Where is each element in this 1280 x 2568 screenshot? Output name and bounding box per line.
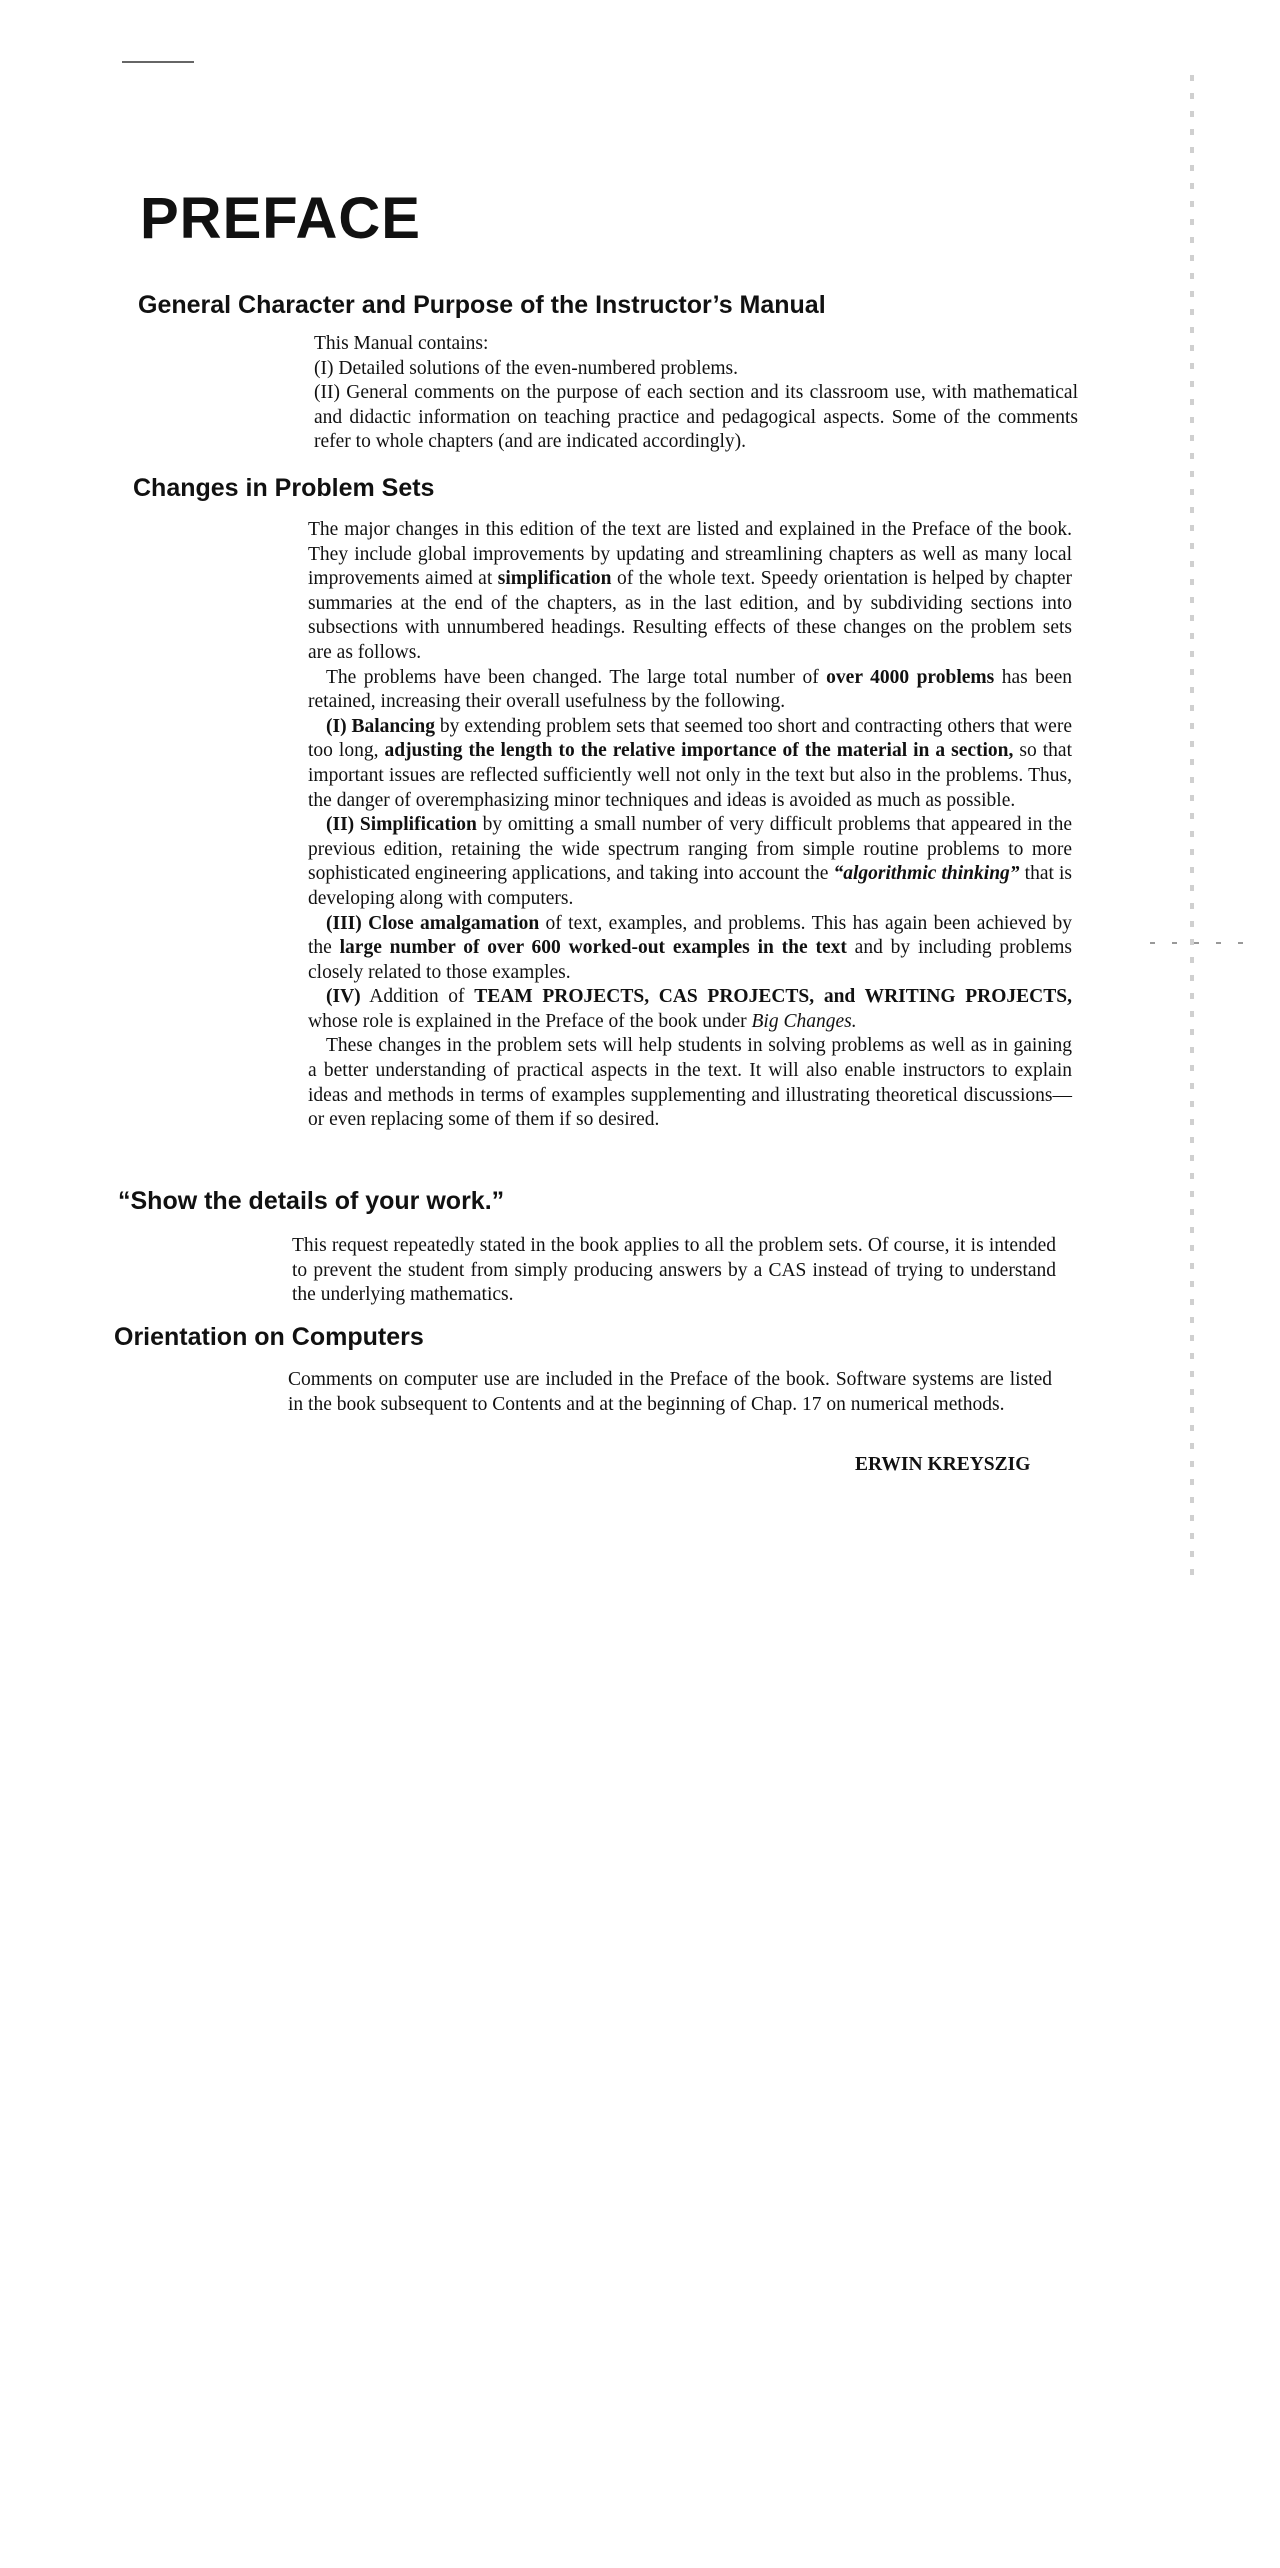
author-signature: ERWIN KREYSZIG xyxy=(855,1454,1031,1475)
scan-tick-marks xyxy=(1150,942,1260,944)
changes-paragraph-projects: (IV) Addition of TEAM PROJECTS, CAS PROJECTS, and WRITING PROJECTS, whose role is explained in the Preface of the book under Big Changes. xyxy=(308,986,1072,1032)
section-heading-computers: Orientation on Computers xyxy=(114,1323,424,1351)
changes-paragraph-simplification: (II) Simplification by omitting a small number of very difficult problems that appeared in the previous edition, retaining the wide spectrum ranging from simple routine problems to more sophisticated engineering applications, and taking into account the “algorithmic thinking” that is developing along with computers. xyxy=(308,814,1072,909)
section-body-changes xyxy=(308,518,1072,1133)
changes-paragraph-2: The problems have been changed. The large total number of over 4000 problems has been retained, increasing their overall usefulness by the following. xyxy=(308,666,1072,713)
scan-mark xyxy=(122,61,194,63)
section-heading-general: General Character and Purpose of the Instructor’s Manual xyxy=(138,291,826,319)
changes-paragraph-amalgamation: (III) Close amalgamation of text, examples, and problems. This has again been achieved by the large number of over 600 worked-out examples in the text and by including problems closely related to those examples. xyxy=(308,912,1072,983)
page-title: PREFACE xyxy=(140,186,421,251)
general-item-1: (I) Detailed solutions of the even-numbered problems. xyxy=(314,357,739,379)
section-body-general xyxy=(314,332,1078,455)
general-intro: This Manual contains: xyxy=(314,333,489,354)
scan-edge-marks xyxy=(1190,75,1194,1585)
changes-paragraph-summary: These changes in the problem sets will help students in solving problems as well as in gaining a better understanding of practical aspects in the text. It will also enable instructors to explain ideas and methods in terms of examples supplementing and illustrating theoretical discussions—or even replacing some of them if so desired. xyxy=(308,1035,1072,1131)
changes-paragraph-balancing: (I) Balancing by extending problem sets that seemed too short and contracting others that were too long, adjusting the length to the relative importance of the material in a section, so that important issues are reflected sufficiently well not only in the text but also in the problems. Thus, the danger of overemphasizing minor techniques and ideas is avoided as much as possible. xyxy=(308,715,1072,811)
section-heading-changes: Changes in Problem Sets xyxy=(133,474,435,502)
show-details-paragraph: This request repeatedly stated in the book applies to all the problem sets. Of course, it is intended to prevent the student from simply producing answers by a CAS instead of trying to understand the underlying mathematics. xyxy=(292,1235,1056,1306)
section-body-computers xyxy=(288,1368,1052,1417)
section-body-show-details xyxy=(292,1234,1056,1308)
general-item-2: (II) General comments on the purpose of each section and its classroom use, with mathematical and didactic information on teaching practice and pedagogical aspects. Some of the comments refer to whole chapters (and are indicated accordingly). xyxy=(314,382,1078,453)
computers-paragraph: Comments on computer use are included in the Preface of the book. Software systems are listed in the book subsequent to Contents and at the beginning of Chap. 17 on numerical methods. xyxy=(288,1369,1052,1415)
changes-paragraph-1: The major changes in this edition of the text are listed and explained in the Preface of the book. They include global improvements by updating and streamlining chapters as well as many local improvements aimed at simplification of the whole text. Speedy orientation is helped by chapter summaries at the end of the chapters, as in the last edition, and by subdividing sections into subsections with unnumbered headings. Resulting effects of these changes on the problem sets are as follows. xyxy=(308,519,1072,663)
section-heading-show-details: “Show the details of your work.” xyxy=(118,1187,505,1215)
